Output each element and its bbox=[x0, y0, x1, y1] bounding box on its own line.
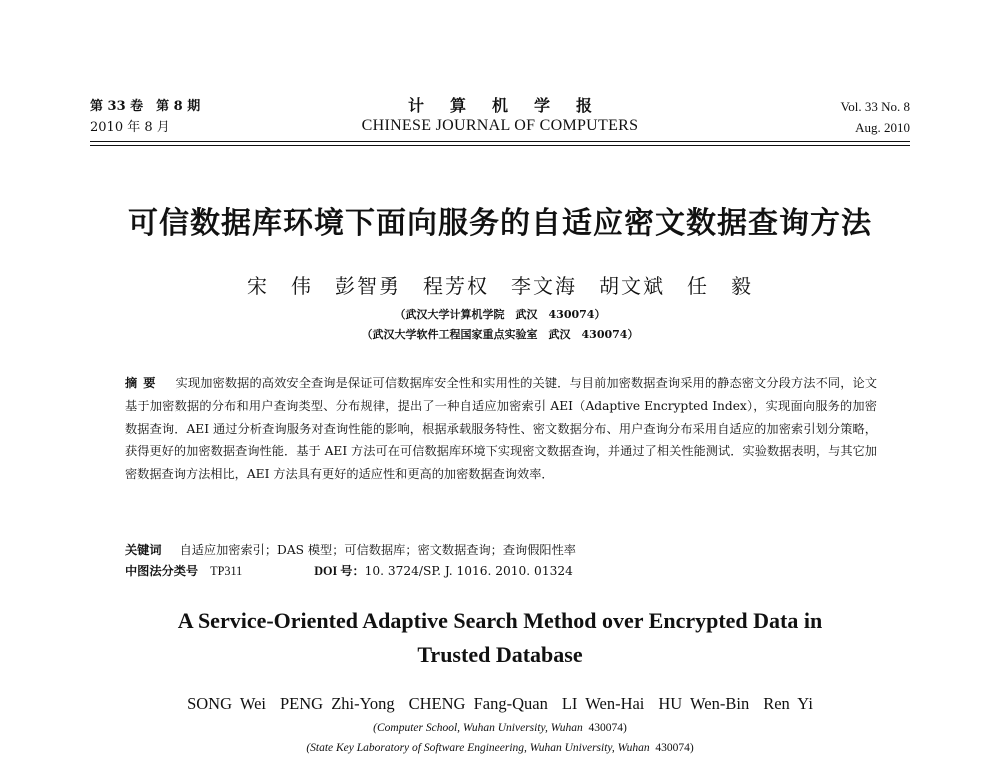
author-en: LI Wen-Hai bbox=[561, 694, 645, 713]
header-right bbox=[841, 96, 910, 138]
classification-value: TP311 bbox=[210, 564, 243, 578]
author-en: HU Wen-Bin bbox=[658, 694, 750, 713]
journal-name-en: CHINESE JOURNAL OF COMPUTERS bbox=[361, 117, 639, 134]
volume-issue-zh: 第 33 卷 第 8 期 bbox=[90, 99, 201, 114]
affiliation-zh-1: （武汉大学计算机学院 武汉 430074） bbox=[394, 308, 606, 321]
author-en: PENG Zhi-Yong bbox=[280, 694, 395, 713]
header-center bbox=[90, 96, 910, 136]
header-rule-thick bbox=[90, 141, 910, 142]
date-en: Aug. 2010 bbox=[855, 120, 910, 135]
date-zh: 2010 年 8 月 bbox=[90, 120, 170, 135]
title-en-line-1: A Service-Oriented Adaptive Search Method over Encrypted Data in bbox=[177, 608, 823, 633]
affiliation-en-2-text: (State Key Laboratory of Software Engineering, Wuhan University, Wuhan bbox=[306, 742, 650, 754]
header-rule-thin bbox=[90, 145, 910, 146]
keywords-text: 自适应加密索引；DAS 模型；可信数据库；密文数据查询；查询假阳性率 bbox=[179, 543, 576, 557]
classification-line bbox=[125, 561, 877, 581]
abstract-text: 实现加密数据的高效安全查询是保证可信数据库安全性和实用性的关键．与目前加密数据查询采用的静态密文分段方法不同，论文基于加密数据的分布和用户查询类型、分布规律，提出了一种自适应加密索引 AEI（Adaptive Encrypted Index），实现面向服务的加密数据查询．AEI 通过分析查询服务对查询性能的影响，根据承载服务特性、密文数据分布、用户查询分布采用自适应的加密索引划分策略，获得更好的加密数据查询性能．基于 AEI 方法可在可信数据库环境下实现密文数据查询，并通过了相关性能测试．实验数据表明，与其它加密数据查询方法相比，AEI 方法具有更好的适应性和更高的加密数据查询效率． bbox=[125, 376, 878, 482]
paper-title-zh: 可信数据库环境下面向服务的自适应密文数据查询方法 bbox=[128, 206, 872, 241]
paper-title-en bbox=[60, 604, 940, 672]
affiliation-en-1-code: 430074) bbox=[588, 722, 627, 734]
doi-label: DOI 号： bbox=[314, 564, 365, 578]
affiliation-en-2 bbox=[0, 742, 1000, 754]
classification-label: 中图法分类号 bbox=[125, 564, 199, 578]
authors-en bbox=[0, 694, 1000, 714]
journal-header bbox=[90, 96, 910, 140]
keywords-label: 关键词 bbox=[125, 543, 162, 557]
authors-zh: 宋 伟 彭智勇 程芳权 李文海 胡文斌 任 毅 bbox=[247, 274, 753, 298]
keywords-zh bbox=[125, 540, 877, 560]
author-en: CHENG Fang-Quan bbox=[408, 694, 548, 713]
journal-name-zh: 计算机学报 bbox=[407, 96, 618, 115]
author-en: Ren Yi bbox=[763, 694, 813, 713]
author-en: SONG Wei bbox=[187, 694, 266, 713]
affiliation-en-1 bbox=[0, 722, 1000, 734]
abstract-label: 摘要 bbox=[125, 376, 162, 390]
affiliation-zh-2: （武汉大学软件工程国家重点实验室 武汉 430074） bbox=[361, 328, 639, 341]
doi-value: 10. 3724/SP. J. 1016. 2010. 01324 bbox=[364, 564, 573, 578]
affiliation-en-1-text: (Computer School, Wuhan University, Wuhan bbox=[373, 722, 583, 734]
affiliation-en-2-code: 430074) bbox=[655, 742, 694, 754]
abstract-zh bbox=[125, 372, 877, 486]
title-en-line-2: Trusted Database bbox=[417, 642, 583, 667]
volume-en: Vol. 33 No. 8 bbox=[840, 99, 910, 114]
